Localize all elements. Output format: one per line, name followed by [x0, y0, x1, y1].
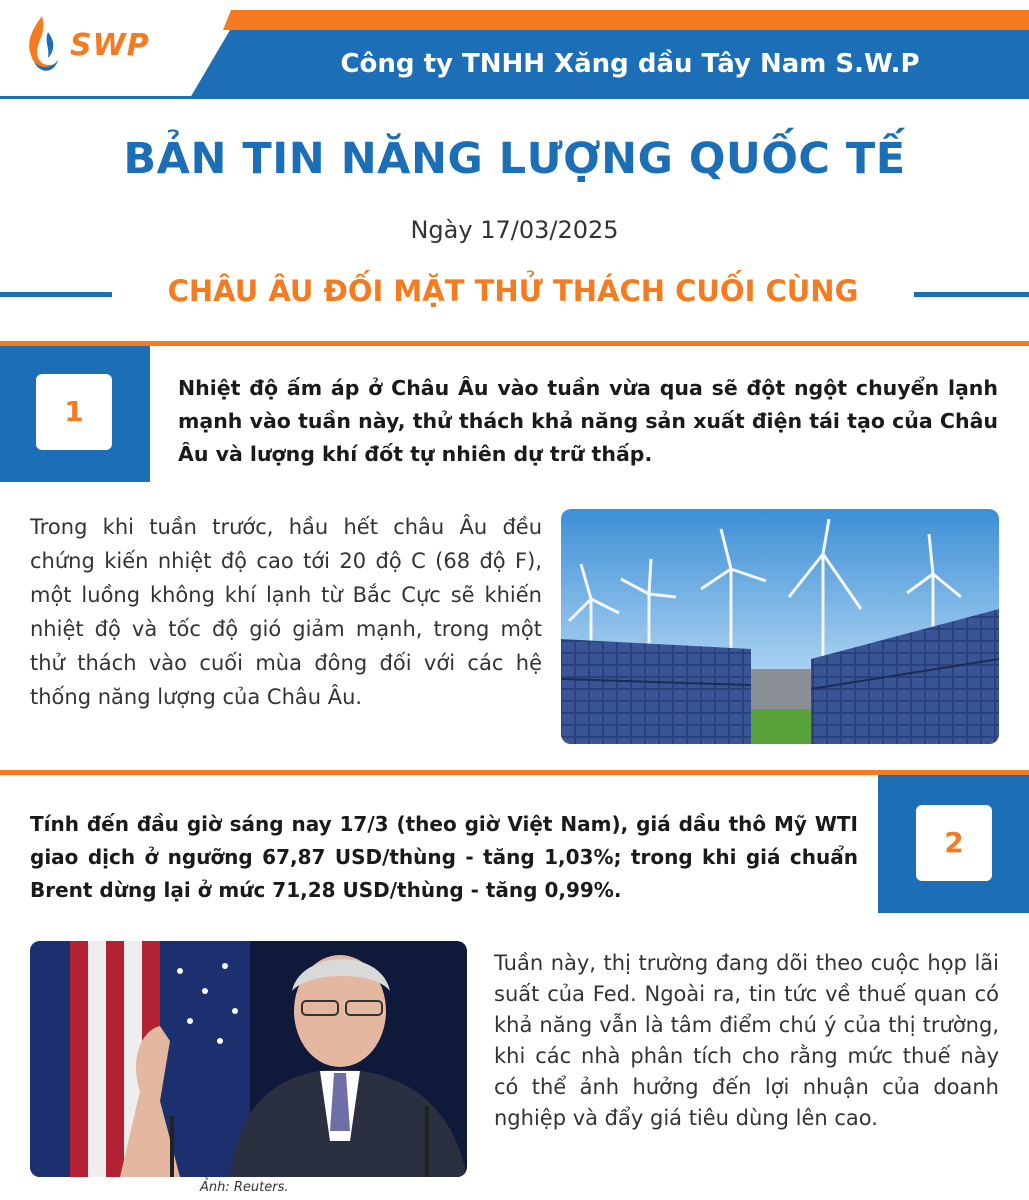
company-name: Công ty TNHH Xăng dầu Tây Nam S.W.P: [340, 49, 920, 79]
speaker-photo: [30, 941, 467, 1177]
section1-body: Trong khi tuần trước, hầu hết châu Âu đều chứng kiến nhiệt độ cao tới 20 độ C (68 độ F), một luồng không khí lạnh từ Bắc Cực sẽ khiến nhiệt độ và tốc độ gió giảm mạnh, trong một thử thách vào cuối mùa đông đối với các hệ thống năng lượng của Châu Âu.: [30, 515, 542, 709]
renewable-energy-photo: [561, 509, 999, 744]
section2-body: Tuần này, thị trường đang dõi theo cuộc họp lãi suất của Fed. Ngoài ra, tin tức về thuế quan có khả năng vẫn là tâm điểm chú ý của thị trường, khi các nhà phân tích cho rằng mức thuế này có thể ảnh hưởng đến lợi nhuận của doanh nghiệp và đẩy giá tiêu dùng lên cao.: [494, 951, 999, 1130]
section1-headline: Nhiệt độ ấm áp ở Châu Âu vào tuần vừa qua sẽ đột ngột chuyển lạnh mạnh vào tuần này, thử thách khả năng sản xuất điện tái tạo của Châu Âu và lượng khí đốt tự nhiên dự trữ thấp.: [178, 376, 998, 466]
publish-date: Ngày 17/03/2025: [410, 216, 619, 244]
subtitle-rule-left: [0, 292, 112, 297]
section2-number: 2: [916, 805, 992, 881]
section2-divider: [0, 770, 1029, 775]
flame-logo-icon: [22, 14, 62, 76]
page-title: BẢN TIN NĂNG LƯỢNG QUỐC TẾ: [123, 134, 906, 184]
subtitle: CHÂU ÂU ĐỐI MẶT THỬ THÁCH CUỐI CÙNG: [167, 274, 859, 308]
section1-divider: [0, 341, 1029, 346]
section2-headline: Tính đến đầu giờ sáng nay 17/3 (theo giờ Việt Nam), giá dầu thô Mỹ WTI giao dịch ở ngưỡng 67,87 USD/thùng - tăng 1,03%; trong khi giá chuẩn Brent dừng lại ở mức 71,28 USD/thùng - tăng 0,99%.: [30, 812, 858, 902]
photo-caption: Ảnh: Reuters.: [200, 1180, 289, 1195]
section1-number: 1: [36, 374, 112, 450]
logo-wordmark: SWP: [70, 28, 150, 63]
subtitle-rule-right: [914, 292, 1029, 297]
